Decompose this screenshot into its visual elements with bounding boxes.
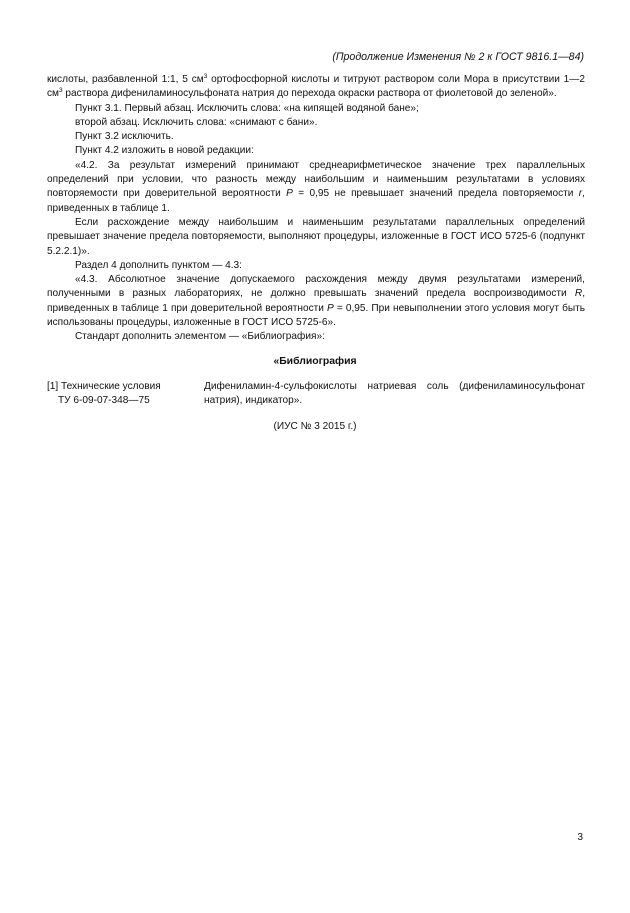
- italic-symbol: P: [286, 188, 293, 200]
- text-span: раствора дифениламиносульфоната натрия до перехода окраски раствора от фиолетовой до зеленой».: [62, 88, 557, 100]
- text-span: , приведенных в таблице 1.: [47, 188, 585, 214]
- bibliography-reference: [47, 380, 197, 409]
- paragraph-4-2-text: [47, 159, 585, 216]
- text-span: = 0,95. При невыполнении этого условия могут быть использованы процедуры, изложенные в ГОСТ ИСО 5725-6».: [47, 302, 585, 329]
- bibliography-title: «Библиография: [273, 356, 357, 367]
- reference-code: ТУ 6-09-07-348—75: [58, 395, 150, 407]
- text-span: , приведенных в таблице 1 при доверительной вероятности: [47, 288, 585, 314]
- paragraph-item-4-2: Пункт 4.2 изложить в новой редакции:: [75, 145, 254, 157]
- paragraph-item-3-1: Пункт 3.1. Первый абзац. Исключить слова: «на кипящей водяной бане»;: [75, 102, 419, 114]
- superscript: 3: [203, 73, 208, 80]
- reference-line: [1] Технические условия: [47, 381, 161, 392]
- paragraph-bibliography-intro: Стандарт дополнить элементом — «Библиография»:: [75, 331, 325, 343]
- paragraph-continuation: [47, 73, 585, 102]
- bibliography-description: Дифениламин-4-сульфокислоты натриевая соль (дифениламиносульфонат натрия), индикатор».: [204, 381, 585, 407]
- paragraph-4-3-text: [47, 273, 585, 330]
- italic-symbol: P: [327, 302, 334, 314]
- text-span: «4.2. За результат измерений принимают среднеарифметическое значение трех параллельных определений при условии, что разность между наибольшим и наименьшим результатами в условиях повторяемости при доверительной вероятности: [47, 159, 585, 200]
- text-span: = 0,95 не превышает значений предела повторяемости: [292, 188, 579, 200]
- text-span: кислоты, разбавленной 1:1, 5 см: [47, 74, 204, 85]
- page-header: (Продолжение Изменения № 2 к ГОСТ 9816.1—84): [332, 51, 584, 63]
- document-body: [47, 73, 585, 345]
- italic-symbol: R: [574, 288, 583, 300]
- page-number: 3: [577, 832, 583, 843]
- ius-reference: (ИУС № 3 2015 г.): [273, 421, 357, 432]
- text-span: «4.3. Абсолютное значение допускаемого расхождения между двумя результатами измерений, полученными в разных лабораториях, не должно превышать значений предела воспроизводимости: [47, 274, 585, 300]
- italic-symbol: r: [578, 188, 583, 200]
- paragraph-discrepancy: Если расхождение между наибольшим и наименьшим результатами параллельных определений превышает значение предела повторяемости, выполняют процедуры, изложенные в ГОСТ ИСО 5725-6 (подпункт 5.2.2.1)».: [47, 216, 585, 257]
- paragraph-item-3-2: Пункт 3.2 исключить.: [75, 131, 174, 143]
- text-span: ортофосфорной кислоты и титруют раствором соли Мора в присутствии 1—2 см: [47, 74, 585, 100]
- superscript: 3: [59, 87, 63, 95]
- paragraph-second-abzac: второй абзац. Исключить слова: «снимают с бани».: [75, 116, 318, 128]
- paragraph-section-4: Раздел 4 дополнить пунктом — 4.3:: [75, 259, 242, 271]
